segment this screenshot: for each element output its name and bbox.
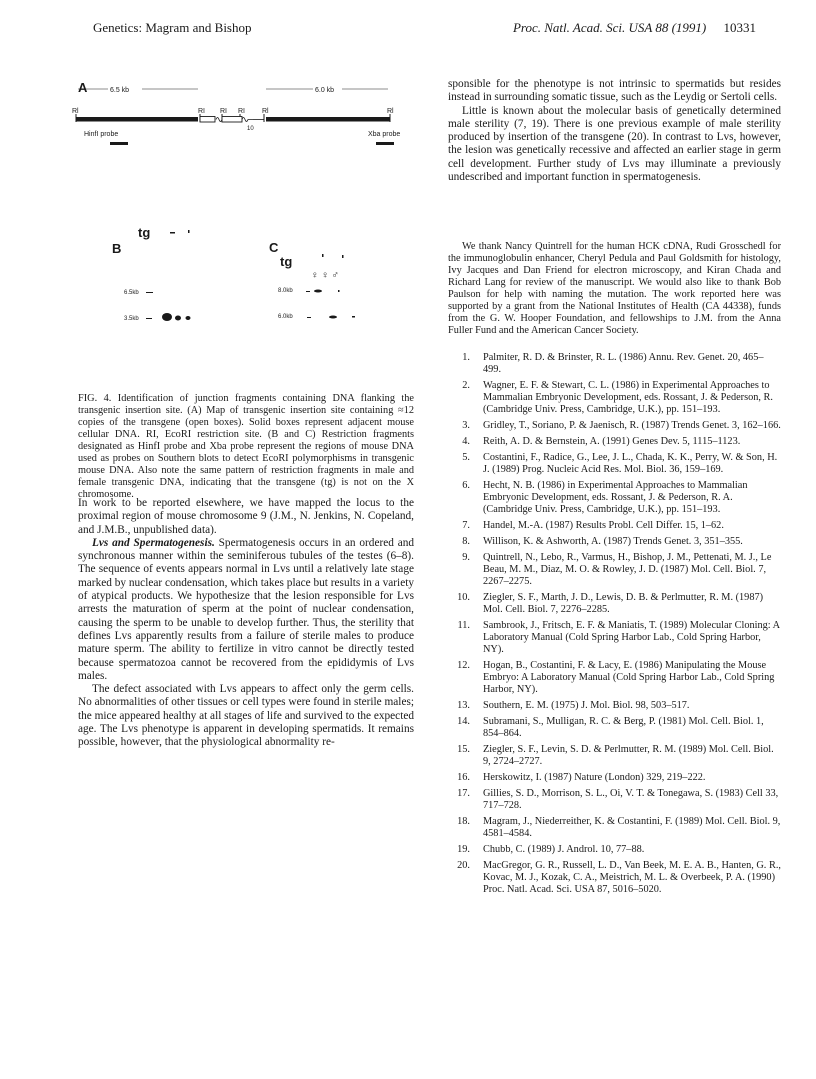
panel-c-label: C (269, 240, 279, 255)
panel-b-band-2 (175, 316, 181, 321)
reference-text: Hecht, N. B. (1986) in Experimental Approaches to Mammalian Embryonic Development, eds. Rossant, J. & Pederson, R. A. (Cambridge Univ. Press, Cambridge, U.K.), pp. 151–193. (483, 480, 748, 515)
running-header-journal-block (513, 20, 756, 36)
hinfi-probe-label: HinfI probe (84, 131, 119, 138)
reference-item (448, 744, 781, 768)
reference-text: Chubb, C. (1989) J. Androl. 10, 77–88. (483, 844, 645, 855)
figure-4-graphic (70, 78, 430, 378)
page-number: 10331 (723, 20, 756, 35)
reference-number: 17. (457, 788, 470, 799)
reference-item (448, 772, 781, 784)
reference-text: Costantini, F., Radice, G., Lee, J. L., Chada, K. K., Perry, W. & Son, H. J. (1989) Prog. Nucleic Acid Res. Mol. Biol. 36, 159–169. (483, 452, 778, 475)
reference-text: Wagner, E. F. & Stewart, C. L. (1986) in Experimental Approaches to Mammalian Embryonic Development, eds. Rossant, J. & Pederson, R. (Cambridge Univ. Press, Cambridge, U.K.), pp. 151–193. (483, 380, 773, 415)
reference-item (448, 788, 781, 812)
panel-c-sex-symbols: ♀ ♀ ♂ (311, 270, 340, 281)
reference-number: 2. (462, 380, 470, 391)
reference-text: Herskowitz, I. (1987) Nature (London) 329, 219–222. (483, 772, 706, 783)
distance-right: 6.0 kb (315, 87, 335, 94)
reference-number: 16. (457, 772, 470, 783)
panel-a-label: A (78, 80, 88, 95)
panel-c-band-1 (314, 290, 322, 293)
panel-b-tg-label: tg (138, 225, 151, 240)
reference-item (448, 816, 781, 840)
body-paragraph-4: sponsible for the phenotype is not intrinsic to spermatids but resides instead in surrounding somatic tissue, such as the Leydig or Sertoli cells. (448, 78, 781, 104)
reference-item (448, 620, 781, 656)
reference-text: Southern, E. M. (1975) J. Mol. Biol. 98, 503–517. (483, 700, 690, 711)
ecori-site-3: RI (220, 108, 227, 115)
reference-number: 13. (457, 700, 470, 711)
hinfi-probe-bar (110, 142, 128, 145)
reference-text: Willison, K. & Ashworth, A. (1987) Trends Genet. 3, 351–355. (483, 536, 743, 547)
ecori-site-5: Rl (262, 108, 269, 115)
reference-number: 14. (457, 716, 470, 727)
reference-text: Ziegler, S. F., Marth, J. D., Lewis, D. B. & Perlmutter, R. M. (1987) Mol. Cell. Biol. 7, 2276–2285. (483, 592, 764, 615)
panel-a-map (76, 89, 394, 145)
body-paragraph-2 (78, 537, 414, 683)
reference-number: 4. (462, 436, 470, 447)
right-flanking-dna (266, 117, 390, 122)
reference-number: 7. (462, 520, 470, 531)
ecori-site-1: Rl (72, 108, 79, 115)
panel-c-dash-2 (342, 255, 344, 258)
reference-item (448, 436, 781, 448)
reference-item (448, 380, 781, 416)
panel-b-size-high: 6.5kb (124, 290, 139, 296)
reference-number: 5. (462, 452, 470, 463)
panel-c-size-high: 8.0kb (278, 288, 293, 294)
figure-caption: FIG. 4. Identification of junction fragments containing DNA flanking the transgenic insertion site. (A) Map of transgenic insertion site containing ≈12 copies of the transgene (open boxes). Solid boxes represent adjacent mouse cellular DNA. RI, EcoRI restriction site. (B and C) Restriction fragments designated as HinfI probe and Xba probe represent the regions of mouse DNA used as probes on Southern blots to detect EcoRI polymorphisms in transgenic mouse DNA. Also note the same pattern of restriction fragments in male and female transgenic DNA, indicating that the transgene (tg) is not on the X chromosome. (78, 393, 414, 500)
reference-item (448, 592, 781, 616)
panel-b-blot (146, 230, 191, 321)
right-column-body (448, 78, 781, 184)
reference-item (448, 536, 781, 548)
panel-c-blot (306, 254, 355, 319)
reference-number: 18. (457, 816, 470, 827)
reference-number: 11. (457, 620, 470, 631)
reference-text: Handel, M.-A. (1987) Results Probl. Cell Differ. 15, 1–62. (483, 520, 724, 531)
transgene-copy-count: 10 (247, 126, 254, 132)
reference-text: Palmiter, R. D. & Brinster, R. L. (1986) Annu. Rev. Genet. 20, 465–499. (483, 352, 764, 375)
reference-number: 3. (462, 420, 470, 431)
reference-item (448, 700, 781, 712)
panel-b-band-1 (162, 313, 172, 321)
acknowledgments-text: We thank Nancy Quintrell for the human HCK cDNA, Rudi Grosschedl for the immunoglobulin enhancer, Cheryl Pedula and Paul Goldsmith for histology, Ivy Jacques and Dan Friend for electron microscopy, and Kiran Chada and Richard Lang for review of the manuscript. We would also like to thank Bob Paulson for help with naming the mutation. The work reported here was supported by a grant from the National Institutes of Health (CA 44338), funds from the G. W. Hooper Foundation, and fellowships to J.M. from the Anna Fuller Fund and the American Cancer Society. (448, 241, 781, 336)
reference-text: Gillies, S. D., Morrison, S. L., Oi, V. T. & Tonegawa, S. (1983) Cell 33, 717–728. (483, 788, 779, 811)
reference-number: 19. (457, 844, 470, 855)
panel-c-band-2 (338, 290, 340, 292)
left-flanking-dna (76, 117, 198, 122)
reference-text: Sambrook, J., Fritsch, E. F. & Maniatis, T. (1989) Molecular Cloning: A Laboratory Manual (Cold Spring Harbor Lab., Cold Spring Harbor, NY). (483, 620, 780, 655)
xba-probe-label: Xba probe (368, 131, 401, 138)
reference-number: 15. (457, 744, 470, 755)
panel-c-marker-tick-high (306, 291, 310, 292)
panel-b-size-low: 3.5kb (124, 316, 139, 322)
transgene-copy-box-2 (222, 117, 242, 123)
reference-text: Reith, A. D. & Bernstein, A. (1991) Genes Dev. 5, 1115–1123. (483, 436, 741, 447)
reference-list (448, 352, 781, 900)
transgene-break-2 (242, 118, 253, 122)
reference-number: 12. (457, 660, 470, 671)
reference-text: Subramani, S., Mulligan, R. C. & Berg, P. (1981) Mol. Cell. Biol. 1, 854–864. (483, 716, 764, 739)
ecori-site-4: RI (238, 108, 245, 115)
reference-item (448, 844, 781, 856)
reference-text: Gridley, T., Soriano, P. & Jaenisch, R. (1987) Trends Genet. 3, 162–166. (483, 420, 781, 431)
left-column-body (78, 497, 414, 750)
reference-number: 6. (462, 480, 470, 491)
reference-number: 8. (462, 536, 470, 547)
reference-item (448, 420, 781, 432)
transgene-copy-box-1 (200, 117, 215, 123)
running-header-authors: Genetics: Magram and Bishop (93, 20, 252, 35)
reference-item (448, 452, 781, 476)
ecori-site-2: RI (198, 108, 205, 115)
reference-item (448, 352, 781, 376)
ecori-site-6: Rl (387, 108, 394, 115)
reference-item (448, 716, 781, 740)
journal-citation: Proc. Natl. Acad. Sci. USA 88 (1991) (512, 20, 707, 35)
panel-b-marker-tick-low (146, 318, 152, 319)
panel-c-tg-label: tg (280, 254, 293, 269)
section-heading: Lvs and Spermatogenesis. (92, 536, 215, 549)
panel-b-marker-tick-high (146, 292, 153, 293)
body-paragraph-1: In work to be reported elsewhere, we have mapped the locus to the proximal region of mouse chromosome 9 (J.M., N. Jenkins, N. Copeland, and J.M.B., unpublished data). (78, 497, 414, 536)
reference-number: 1. (462, 352, 470, 363)
reference-text: MacGregor, G. R., Russell, L. D., Van Beek, M. E. A. B., Hanten, G. R., Kovac, M. J., Kozak, C. A., Meistrich, M. L. & Overbeek, P. A. (1990) Proc. Natl. Acad. Sci. USA 87, 5016–5020. (483, 860, 781, 895)
reference-text: Magram, J., Niederreither, K. & Costantini, F. (1989) Mol. Cell. Biol. 9, 4581–4584. (483, 816, 781, 839)
panel-c-dash-1 (322, 254, 324, 257)
body-paragraph-2-text: Spermatogenesis occurs in an ordered and synchronous manner within the seminiferous tubules of the testes (6–8). The sequence of events appears normal in Lvs until a relatively late stage marked by nuclear condensation, which takes place but results in a variety of atypical products. We hypothesize that the lesion responsible for Lvs arrests the maturation of sperm at the point of nuclear condensation, causing the sperm to be unable to develop further. Thus, the sterility that defines Lvs apparently results from a failure of sterile males to produce mature sperm. The ability to fertilize in vitro cannot be directly tested because spermatozoa cannot be recovered from the epididymis of Lvs males. (78, 536, 415, 682)
reference-text: Quintrell, N., Lebo, R., Varmus, H., Bishop, J. M., Pettenati, M. J., Le Beau, M. M., Diaz, M. O. & Rowley, J. D. (1987) Mol. Cell. Biol. 7, 2267–2275. (483, 552, 772, 587)
panel-c-band-3 (329, 316, 337, 319)
figure-4 (70, 78, 430, 378)
reference-text: Ziegler, S. F., Levin, S. D. & Perlmutter, R. M. (1989) Mol. Cell. Biol. 9, 2724–2727. (483, 744, 774, 767)
acknowledgments (448, 241, 781, 337)
panel-c-size-low: 6.0kb (278, 314, 293, 320)
reference-number: 10. (457, 592, 470, 603)
distance-left: 6.5 kb (110, 87, 130, 94)
reference-text: Hogan, B., Costantini, F. & Lacy, E. (1986) Manipulating the Mouse Embryo: A Laboratory Manual (Cold Spring Harbor Lab., Cold Spring Harbor, NY). (483, 660, 775, 695)
panel-b-dash-2 (188, 230, 190, 233)
xba-probe-bar (376, 142, 394, 145)
reference-number: 9. (462, 552, 470, 563)
reference-item (448, 552, 781, 588)
panel-b-dash-1 (170, 232, 175, 234)
body-paragraph-3: The defect associated with Lvs appears to affect only the germ cells. No abnormalities of other tissues or cell types were found in sterile males; the mice appeared healthy at all stages of life and survived to the expected age. The Lvs phenotype is apparent in developing spermatids. It remains possible, however, that the physiological abnormality re- (78, 683, 414, 749)
panel-c-marker-tick-low (307, 317, 311, 318)
reference-item (448, 860, 781, 896)
panel-b-band-3 (186, 316, 191, 320)
transgene-break-1 (216, 118, 222, 122)
body-paragraph-5: Little is known about the molecular basis of genetically determined male sterility (7, 19). There is one previous example of male sterility produced by insertion of the transgene (20). In contrast to Lvs, however, the lesion was genetically recessive and affected an earlier stage in germ cell development. Further study of Lvs may illuminate a previously undescribed and important function in spermatogenesis. (448, 104, 781, 184)
reference-number: 20. (457, 860, 470, 871)
panel-b-label: B (112, 241, 122, 256)
reference-item (448, 660, 781, 696)
panel-c-band-4 (352, 316, 355, 318)
reference-item (448, 480, 781, 516)
reference-item (448, 520, 781, 532)
